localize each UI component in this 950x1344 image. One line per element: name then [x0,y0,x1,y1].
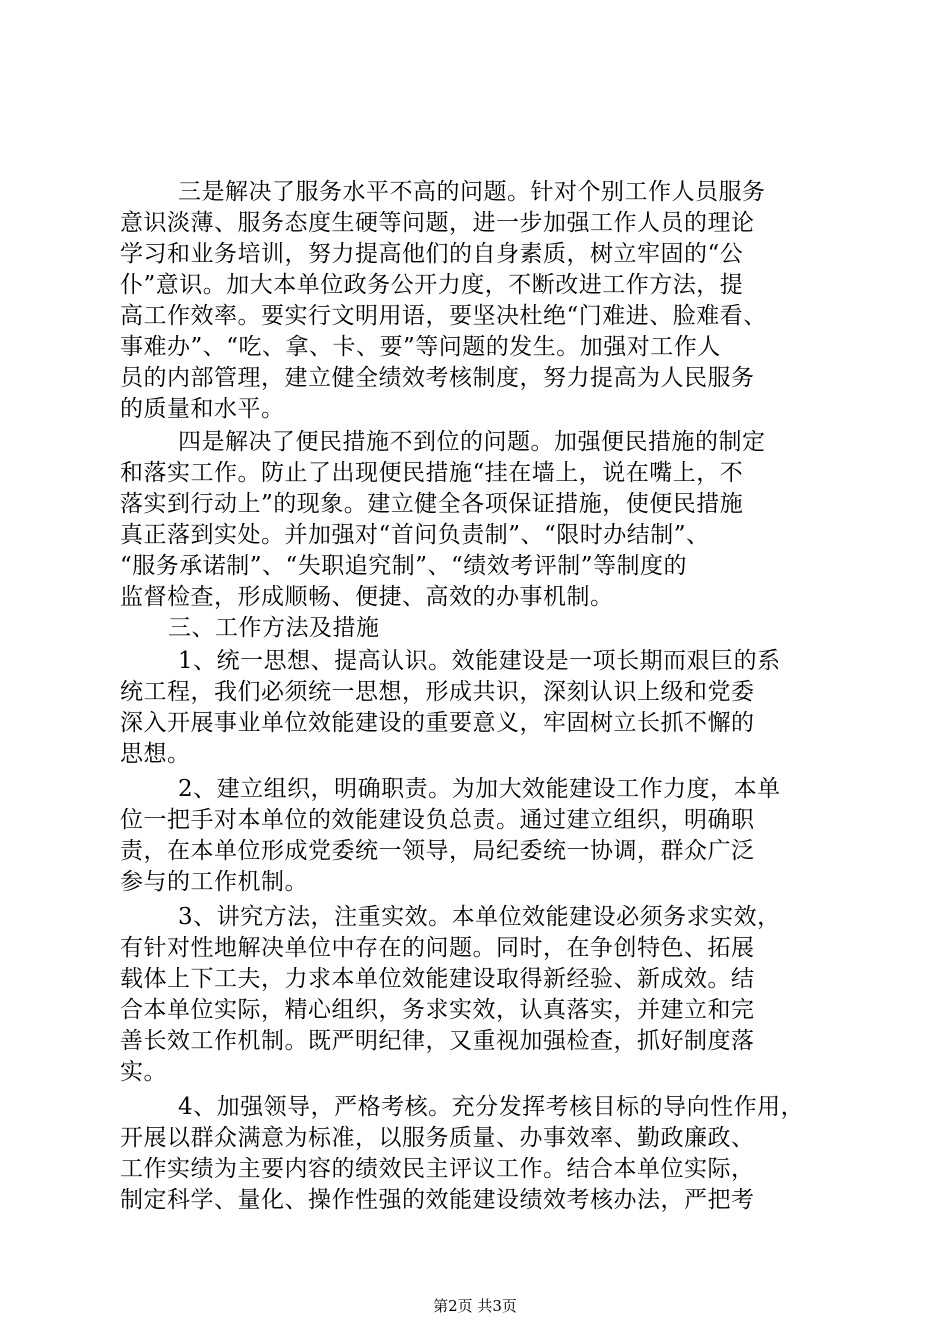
paragraph-line: 员的内部管理，建立健全绩效考核制度，努力提高为人民服务 [120,365,755,391]
paragraph-line: 参与的工作机制。 [120,869,308,895]
paragraph-line: 位一把手对本单位的效能建设负总责。通过建立组织，明确职 [120,807,755,833]
paragraph-line: 学习和业务培训，努力提高他们的自身素质，树立牢固的“公 [120,241,744,267]
paragraph-line: 统工程，我们必须统一思想，形成共识，深刻认识上级和党委 [120,679,755,705]
paragraph-line: 善长效工作机制。既严明纪律，又重视加强检查，抓好制度落 [120,1028,755,1054]
paragraph-line: 和落实工作。防止了出现便民措施“挂在墙上，说在嘴上，不 [120,460,744,486]
paragraph-line: 4、加强领导，严格考核。充分发挥考核目标的导向性作用， [178,1094,805,1120]
page-footer [0,1296,950,1316]
paragraph-line: “服务承诺制”、“失职追究制”、“绩效考评制”等制度的 [120,553,688,579]
paragraph-line: 事难办”、“吃、拿、卡、要”等问题的发生。加强对工作人 [120,334,721,360]
paragraph-line: 开展以群众满意为标准，以服务质量、办事效率、勤政廉政、 [120,1125,755,1151]
paragraph-line: 1、统一思想、提高认识。效能建设是一项长期而艰巨的系 [178,648,781,674]
paragraph-line: 2、建立组织，明确职责。为加大效能建设工作力度，本单 [178,776,781,802]
paragraph-line: 高工作效率。要实行文明用语，要坚决杜绝“门难进、脸难看、 [120,303,767,329]
paragraph-line: 四是解决了便民措施不到位的问题。加强便民措施的制定 [178,429,766,455]
paragraph-line: 落实到行动上”的现象。建立健全各项保证措施，使便民措施 [120,491,744,517]
paragraph-line: 真正落到实处。并加强对“首问负责制”、“限时办结制”、 [120,522,710,548]
paragraph-line: 载体上下工夫，力求本单位效能建设取得新经验、新成效。结 [120,966,755,992]
page-number: 第2页 共3页 [433,1297,517,1315]
paragraph-line: 思想。 [120,741,191,767]
paragraph-line: 三是解决了服务水平不高的问题。针对个别工作人员服务 [178,179,766,205]
paragraph-line: 意识淡薄、服务态度生硬等问题，进一步加强工作人员的理论 [120,210,755,236]
paragraph-line: 实。 [120,1059,167,1085]
document-body [120,177,832,1215]
paragraph-line: 责，在本单位形成党委统一领导，局纪委统一协调，群众广泛 [120,838,755,864]
paragraph-line: 合本单位实际，精心组织，务求实效，认真落实，并建立和完 [120,997,755,1023]
paragraph-line: 3、讲究方法，注重实效。本单位效能建设必须务求实效， [178,904,781,930]
paragraph-line: 制定科学、量化、操作性强的效能建设绩效考核办法，严把考 [120,1187,755,1213]
paragraph-line: 仆”意识。加大本单位政务公开力度，不断改进工作方法，提 [120,272,744,298]
paragraph-line: 监督检查，形成顺畅、便捷、高效的办事机制。 [120,584,614,610]
paragraph-line: 工作实绩为主要内容的绩效民主评议工作。结合本单位实际， [120,1156,755,1182]
section-heading: 三、工作方法及措施 [168,615,380,641]
paragraph-line: 的质量和水平。 [120,396,285,422]
paragraph-line: 有针对性地解决单位中存在的问题。同时，在争创特色、拓展 [120,935,755,961]
paragraph-line: 深入开展事业单位效能建设的重要意义，牢固树立长抓不懈的 [120,710,755,736]
